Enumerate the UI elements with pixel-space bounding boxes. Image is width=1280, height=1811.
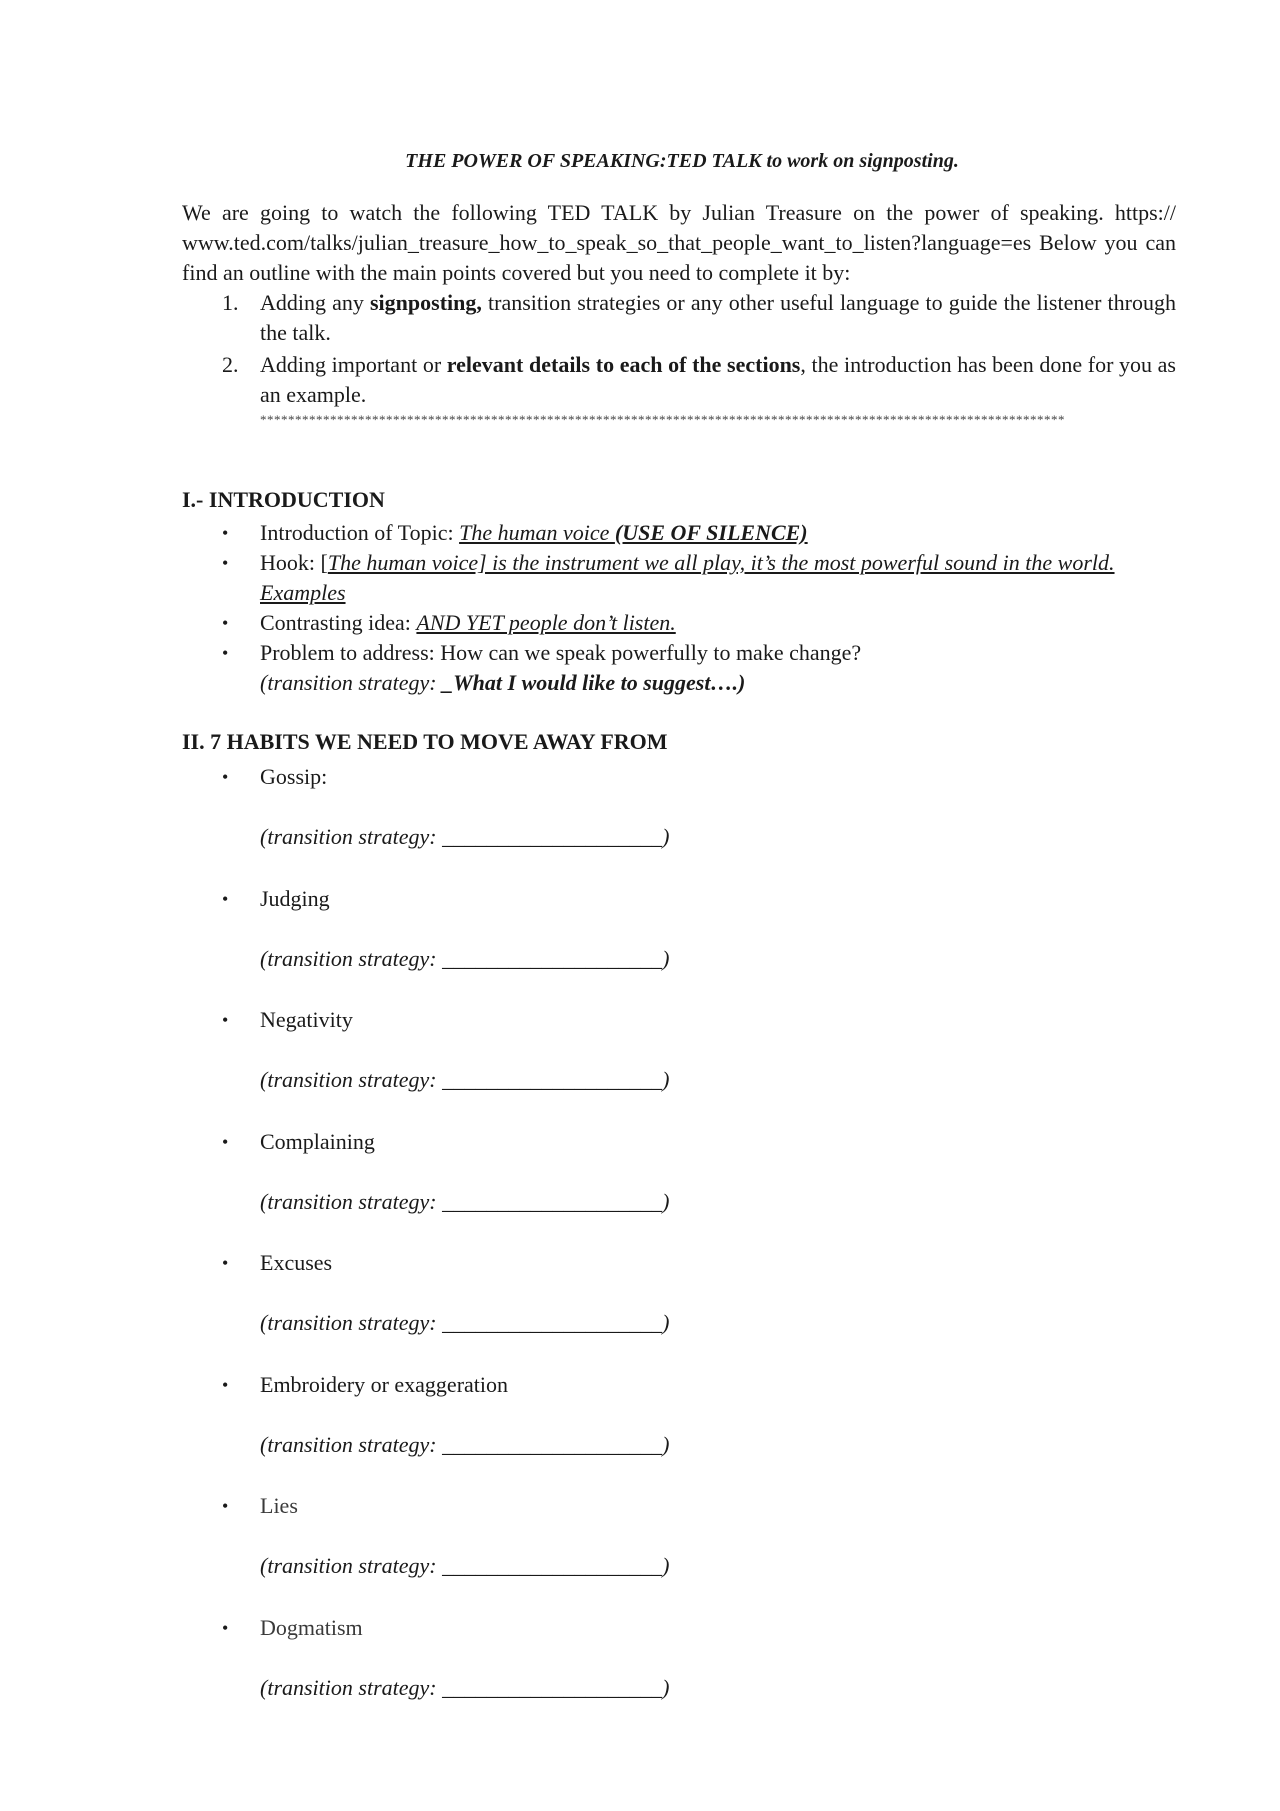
transition-strategy-blank[interactable]: (transition strategy: ____________________) [260, 1674, 670, 1700]
separator-line: ******************************************************************************************************************* [260, 412, 1065, 427]
list-item [182, 1005, 1182, 1127]
section-heading-introduction: I.- INTRODUCTION [182, 487, 385, 512]
instruction-item [182, 288, 1176, 348]
habit-label: Complaining [260, 1128, 375, 1154]
document-title: THE POWER OF SPEAKING:TED TALK to work on signposting. [405, 150, 959, 172]
instruction-text: transition strategies or any other useful language to guide the listener through the talk. [260, 290, 1176, 345]
bullet-icon: • [222, 523, 229, 543]
bullet-icon: • [222, 553, 229, 573]
list-item [182, 1491, 1182, 1613]
bullet-icon: • [222, 1617, 229, 1638]
topic-value-bold: (USE OF SILENCE) [614, 520, 808, 545]
bullet-icon: • [222, 888, 229, 909]
section-heading-habits: II. 7 HABITS WE NEED TO MOVE AWAY FROM [182, 729, 668, 754]
transition-strategy-blank[interactable]: (transition strategy: ____________________) [260, 1067, 670, 1092]
transition-value: _What I would like to suggest….) [442, 670, 746, 695]
list-item [182, 638, 1182, 698]
list-item [182, 1613, 1182, 1735]
intro-paragraph: We are going to watch the following TED TALK by Julian Treasure on the power of speaking. https:// www.ted.com/talks/julian_treasure_how_to_speak_so_that_people_want_to_listen?language=es Below you can find an outline with the main points covered but you need to complete it by: [182, 200, 1176, 285]
bullet-icon: • [222, 1496, 229, 1516]
instruction-text: Adding any [260, 290, 370, 315]
instruction-bold: relevant details to each of the sections [446, 352, 801, 377]
bullet-icon: • [222, 613, 229, 633]
transition-strategy-blank[interactable]: (transition strategy: ____________________) [260, 1188, 670, 1214]
list-item [182, 548, 1182, 608]
transition-strategy-blank[interactable]: (transition strategy: ____________________) [260, 824, 670, 849]
bullet-icon: • [222, 1131, 229, 1152]
list-item [182, 1248, 1182, 1370]
list-item [182, 608, 1182, 638]
habits-list [182, 762, 1182, 1734]
transition-strategy-blank[interactable]: (transition strategy: ____________________) [260, 1553, 670, 1578]
hook-label: Hook: [ [260, 550, 328, 575]
habit-label: Embroidery or exaggeration [260, 1371, 509, 1397]
list-item [182, 1127, 1182, 1249]
list-item [182, 518, 1182, 548]
problem-text: Problem to address: How can we speak powerfully to make change? [260, 640, 862, 665]
transition-strategy [260, 670, 745, 695]
transition-strategy-blank[interactable]: (transition strategy: ____________________) [260, 1431, 670, 1457]
hook-value: The human voice] is the instrument we all play, it’s the most powerful sound in the world. Examples [260, 550, 1115, 605]
habit-label: Excuses [260, 1250, 333, 1275]
bullet-icon: • [222, 1374, 229, 1395]
contrast-label: Contrasting idea: [260, 610, 417, 635]
bullet-icon: • [222, 767, 229, 787]
instruction-number: 2. [222, 352, 239, 377]
list-item [182, 762, 1182, 884]
habit-label: Negativity [260, 1007, 353, 1032]
introduction-list [182, 518, 1182, 698]
contrast-value: AND YET people don’t listen. [416, 610, 676, 635]
transition-label: (transition strategy: [260, 670, 443, 695]
habit-label: Lies [260, 1493, 298, 1518]
instruction-text: Adding important or [260, 352, 447, 377]
habit-label: Judging [260, 885, 330, 911]
bullet-icon: • [222, 1253, 229, 1273]
bullet-icon: • [222, 1010, 229, 1030]
bullet-icon: • [222, 643, 229, 663]
topic-label: Introduction of Topic: [260, 520, 460, 545]
instruction-text: , the introduction has been done for you as an example. [260, 352, 1176, 407]
list-item [182, 884, 1182, 1006]
instruction-item [182, 350, 1176, 410]
topic-value: The human voice [459, 520, 615, 545]
instruction-list [182, 288, 1176, 410]
list-item [182, 1370, 1182, 1492]
transition-strategy-blank[interactable]: (transition strategy: ____________________) [260, 945, 670, 971]
habit-label: Dogmatism [260, 1614, 363, 1640]
instruction-bold: signposting, [370, 290, 482, 315]
transition-strategy-blank[interactable]: (transition strategy: ____________________) [260, 1310, 670, 1335]
habit-label: Gossip: [260, 764, 328, 789]
instruction-number: 1. [222, 290, 239, 315]
